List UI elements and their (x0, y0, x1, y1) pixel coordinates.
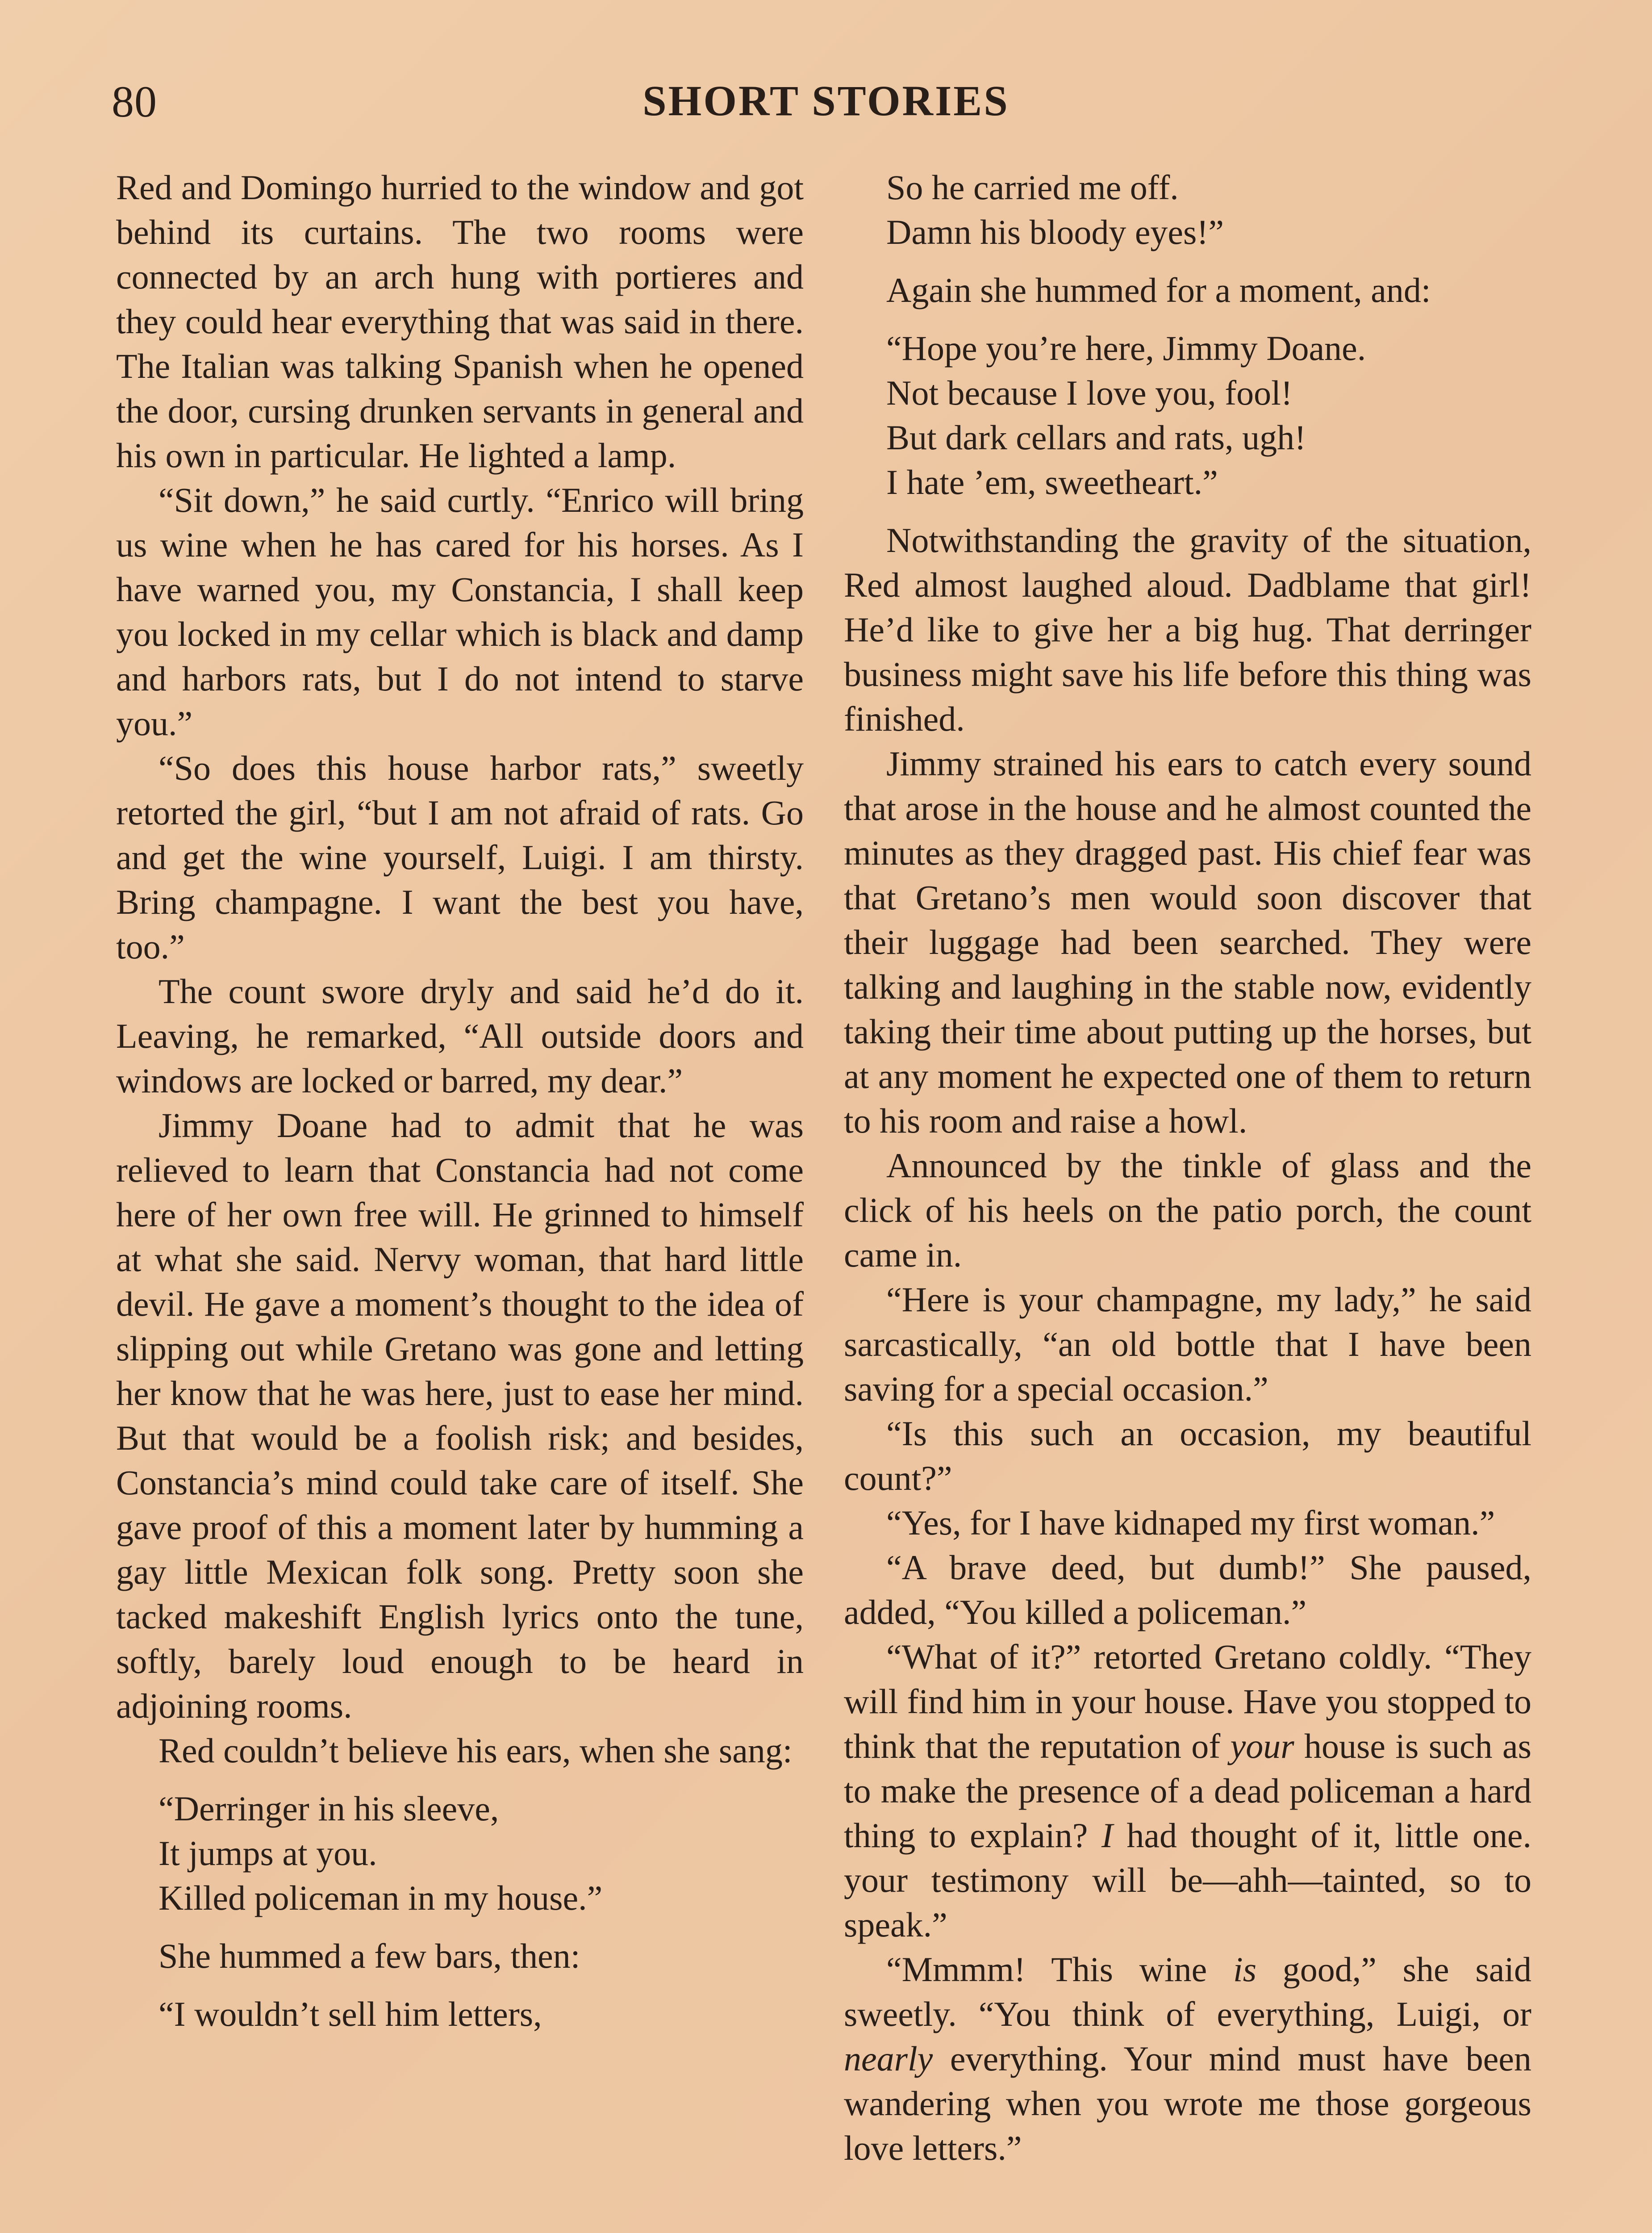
song-verse (159, 1786, 804, 1920)
paragraph: “A brave deed, but dumb!” She paused, added, “You killed a policeman.” (844, 1548, 1531, 1631)
emphasis: your (1230, 1727, 1294, 1765)
paragraph: Notwithstanding the gravity of the situation, Red almost laughed aloud. Dadblame that girl! He’d like to give her a big hug. That derringer business might save his life before this thing was finished. (844, 521, 1531, 738)
verse-line: So he carried me off. (886, 168, 1179, 207)
text-run: house is such as to make the presence of a dead policeman a hard thing to explain? (844, 1727, 1532, 1855)
song-verse (886, 326, 1531, 505)
verse-line: But dark cellars and rats, ugh! (886, 418, 1306, 457)
text-run: had thought of it, little one. your testimony will be—ahh—tainted, so to speak.” (844, 1816, 1531, 1944)
page-number: 80 (112, 77, 157, 126)
paragraph: Jimmy Doane had to admit that he was relieved to learn that Constancia had not come here of her own free will. He grinned to himself at what she said. Nervy woman, that hard little devil. He gave a moment’s thought to the idea of slipping out while Gretano was gone and letting her know that he was here, just to ease her mind. But that would be a foolish risk; and besides, Constancia’s mind could take care of itself. She gave proof of this a moment later by humming a gay little Mexican folk song. Pretty soon she tacked makeshift English lyrics onto the tune, softly, barely loud enough to be heard in adjoining rooms. (116, 1106, 804, 1725)
paragraph: She hummed a few bars, then: (159, 1936, 580, 1975)
paragraph: Red and Domingo hurried to the window and got behind its curtains. The two rooms were connected by an arch hung with portieres and they could hear everything that was said in there. The Italian was talking Spanish when he opened the door, cursing drunken servants in general and his own in particular. He lighted a lamp. (116, 168, 804, 475)
verse-line: Damn his bloody eyes!” (886, 213, 1224, 251)
paragraph: “So does this house harbor rats,” sweetly retorted the girl, “but I am not afraid of rats. Go and get the wine yourself, Luigi. I am thirsty. Bring champagne. I want the best you have, too.” (116, 749, 804, 966)
verse-line: “Derringer in his sleeve, (159, 1789, 499, 1828)
verse-line: I hate ’em, sweetheart.” (886, 463, 1218, 502)
right-column (844, 165, 1531, 2170)
emphasis: I (1101, 1816, 1113, 1855)
paragraph: “Here is your champagne, my lady,” he said sarcastically, “an old bottle that I have been saving for a special occasion.” (844, 1280, 1531, 1408)
song-verse (886, 165, 1531, 255)
paragraph: “Sit down,” he said curtly. “Enrico will bring us wine when he has cared for his horses. As I have warned you, my Constancia, I shall keep you locked in my cellar which is black and damp and harbors rats, but I do not intend to starve you.” (116, 481, 804, 743)
paragraph: “Is this such an occasion, my beautiful count?” (844, 1414, 1531, 1497)
emphasis: is (1233, 1950, 1257, 1989)
paragraph: Jimmy strained his ears to catch every sound that arose in the house and he almost counted the minutes as they dragged past. His chief fear was that Gretano’s men would soon discover that their luggage had been searched. They were talking and laughing in the stable now, evidently taking their time about putting up the horses, but at any moment he expected one of them to return to his room and raise a howl. (844, 744, 1531, 1140)
text-run: everything. Your mind must have been wandering when you wrote me those gorgeous love letters.” (844, 2039, 1531, 2167)
text-run: good,” she said sweetly. “You think of everything, Luigi, or (844, 1950, 1531, 2033)
verse-line: It jumps at you. (159, 1834, 377, 1873)
paragraph: Red couldn’t believe his ears, when she sang: (159, 1731, 793, 1770)
song-verse (159, 1992, 804, 2036)
verse-line: “Hope you’re here, Jimmy Doane. (886, 329, 1366, 368)
paragraph: The count swore dryly and said he’d do it. Leaving, he remarked, “All outside doors and windows are locked or barred, my dear.” (116, 972, 804, 1100)
paragraph: Announced by the tinkle of glass and the click of his heels on the patio porch, the count came in. (844, 1146, 1531, 1274)
emphasis: nearly (844, 2039, 933, 2078)
text-run: “Mmmm! This wine (886, 1950, 1234, 1989)
verse-line: Not because I love you, fool! (886, 373, 1293, 412)
paragraph (844, 1635, 1531, 1947)
running-head: SHORT STORIES (642, 77, 1010, 125)
left-column (116, 165, 804, 2050)
paragraph: “Yes, for I have kidnaped my first woman.” (886, 1503, 1495, 1542)
verse-line: Killed policeman in my house.” (159, 1878, 603, 1917)
paragraph (844, 1947, 1531, 2170)
verse-line: “I wouldn’t sell him letters, (159, 1995, 542, 2033)
paragraph: Again she hummed for a moment, and: (886, 271, 1431, 309)
text-run: “What of it?” retorted Gretano coldly. “They will find him in your house. Have you stopped to think that the reputation of (844, 1637, 1531, 1765)
